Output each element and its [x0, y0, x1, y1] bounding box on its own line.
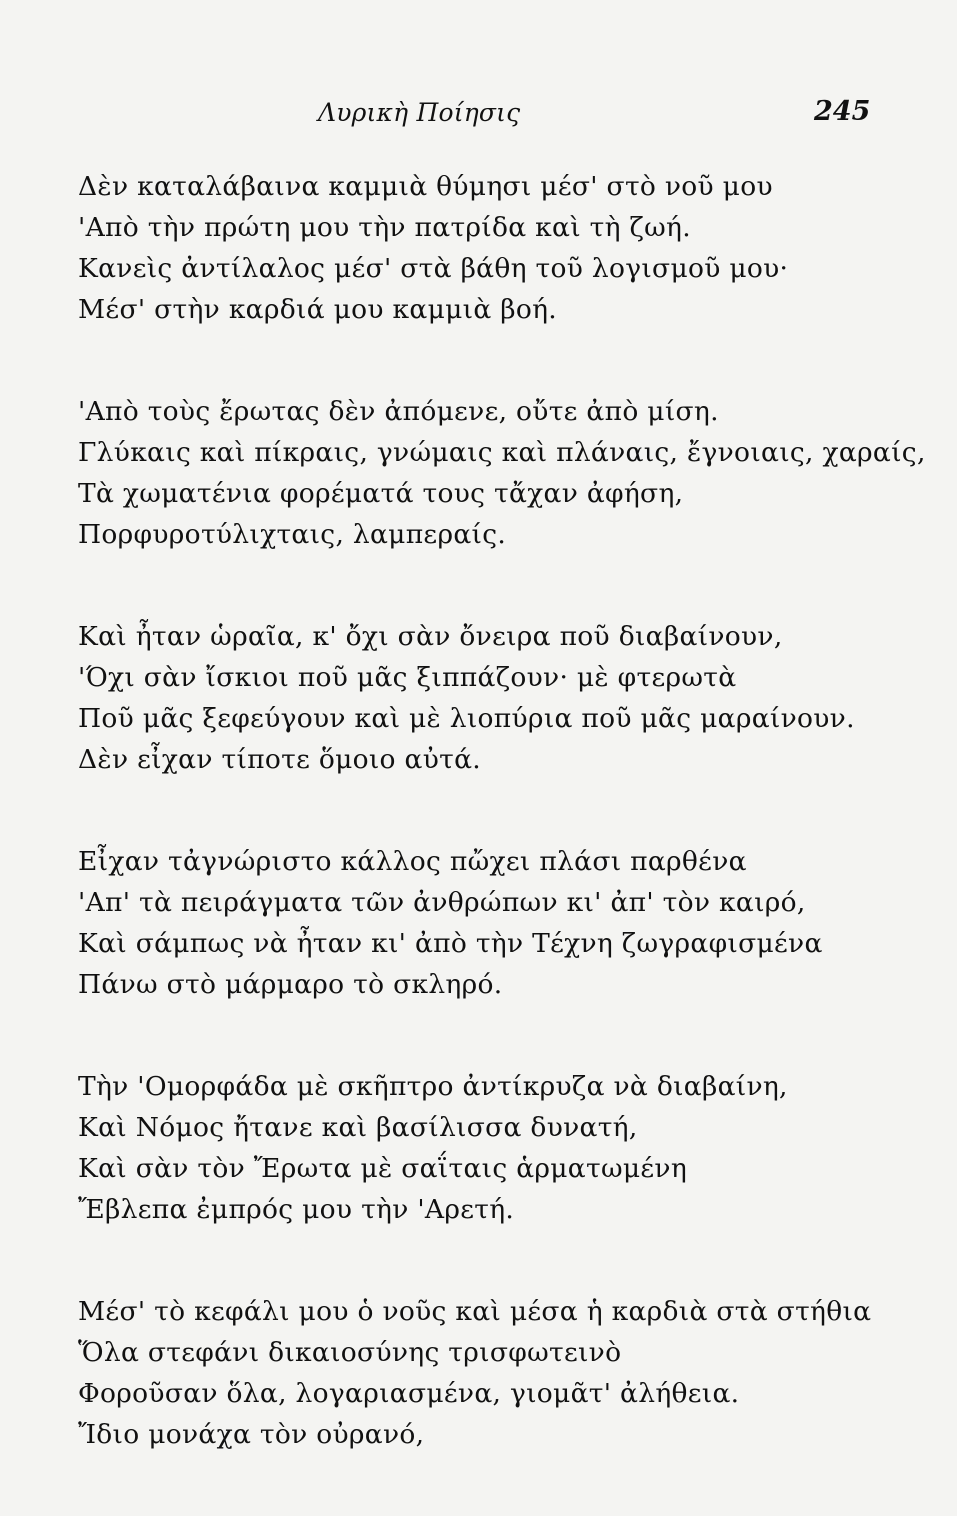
- poem-line: Ἴδιο μονάχα τὸν οὐρανό,: [78, 1419, 425, 1450]
- poem-line: Ἔβλεπα ἐμπρός μου τὴν 'Αρετή.: [78, 1194, 515, 1225]
- stanza: [78, 391, 926, 555]
- poem-line: Εἶχαν τἀγνώριστο κάλλος πὤχει πλάσι παρθένα: [78, 846, 747, 877]
- stanza: [78, 166, 878, 330]
- poem-line: Καὶ σάμπως νὰ ἦταν κι' ἀπὸ τὴν Τέχνη ζωγραφισμένα: [78, 928, 823, 959]
- poem-line: 'Όχι σὰν ἴσκιοι ποῦ μᾶς ξιππάζουν· μὲ φτερωτὰ: [78, 662, 737, 693]
- poem-line: Ποῦ μᾶς ξεφεύγουν καὶ μὲ λιοπύρια ποῦ μᾶς μαραίνουν.: [78, 703, 855, 734]
- poem-line: Τὰ χωματένια φορέματά τους τἄχαν ἀφήση,: [78, 478, 684, 509]
- poem-line: Μέσ' τὸ κεφάλι μου ὁ νοῦς καὶ μέσα ἡ καρδιὰ στὰ στήθια: [78, 1296, 872, 1327]
- poem-line: Φοροῦσαν ὅλα, λογαριασμένα, γιομᾶτ' ἀλήθεια.: [78, 1378, 740, 1409]
- poem-line: Ὅλα στεφάνι δικαιοσύνης τρισφωτεινὸ: [78, 1337, 622, 1368]
- stanza: [78, 1291, 878, 1455]
- poem-line: 'Απὸ τὴν πρώτη μου τὴν πατρίδα καὶ τὴ ζωή.: [78, 212, 691, 243]
- poem-line: 'Απ' τὰ πειράγματα τῶν ἀνθρώπων κι' ἀπ' τὸν καιρό,: [78, 887, 806, 918]
- stanza: [78, 841, 878, 1005]
- poem-line: Καὶ Νόμος ἤτανε καὶ βασίλισσα δυνατή,: [78, 1112, 638, 1143]
- poem-line: Δὲν καταλάβαινα καμμιὰ θύμησι μέσ' στὸ νοῦ μου: [78, 171, 773, 202]
- stanza: [78, 616, 878, 780]
- page-header: [0, 98, 957, 138]
- poem-line: Γλύκαις καὶ πίκραις, γνώμαις καὶ πλάναις, ἔγνοιαις, χαραίς,: [78, 437, 926, 468]
- poem-line: Καὶ ἦταν ὡραῖα, κ' ὄχι σὰν ὄνειρα ποῦ διαβαίνουν,: [78, 621, 783, 652]
- poem-line: 'Απὸ τοὺς ἔρωτας δὲν ἀπόμενε, οὔτε ἀπὸ μίση.: [78, 396, 719, 427]
- poem-line: Πάνω στὸ μάρμαρο τὸ σκληρό.: [78, 969, 503, 1000]
- poem-line: Καὶ σὰν τὸν Ἔρωτα μὲ σαΐταις ἁρματωμένη: [78, 1153, 688, 1184]
- poem-line: Τὴν 'Ομορφάδα μὲ σκῆπτρο ἀντίκρυζα νὰ διαβαίνη,: [78, 1071, 788, 1102]
- poem-line: Κανεὶς ἀντίλαλος μέσ' στὰ βάθη τοῦ λογισμοῦ μου·: [78, 253, 789, 284]
- poem-line: Μέσ' στὴν καρδιά μου καμμιὰ βοή.: [78, 294, 558, 325]
- poem-line: Πορφυροτύλιχταις, λαμπεραίς.: [78, 519, 507, 550]
- page-number: 245: [814, 96, 871, 127]
- running-title: Λυρικὴ Ποίησις: [318, 98, 521, 127]
- poem-body: [78, 166, 926, 1516]
- poem-line: Δὲν εἶχαν τίποτε ὅμοιο αὐτά.: [78, 744, 482, 775]
- stanza: [78, 1066, 878, 1230]
